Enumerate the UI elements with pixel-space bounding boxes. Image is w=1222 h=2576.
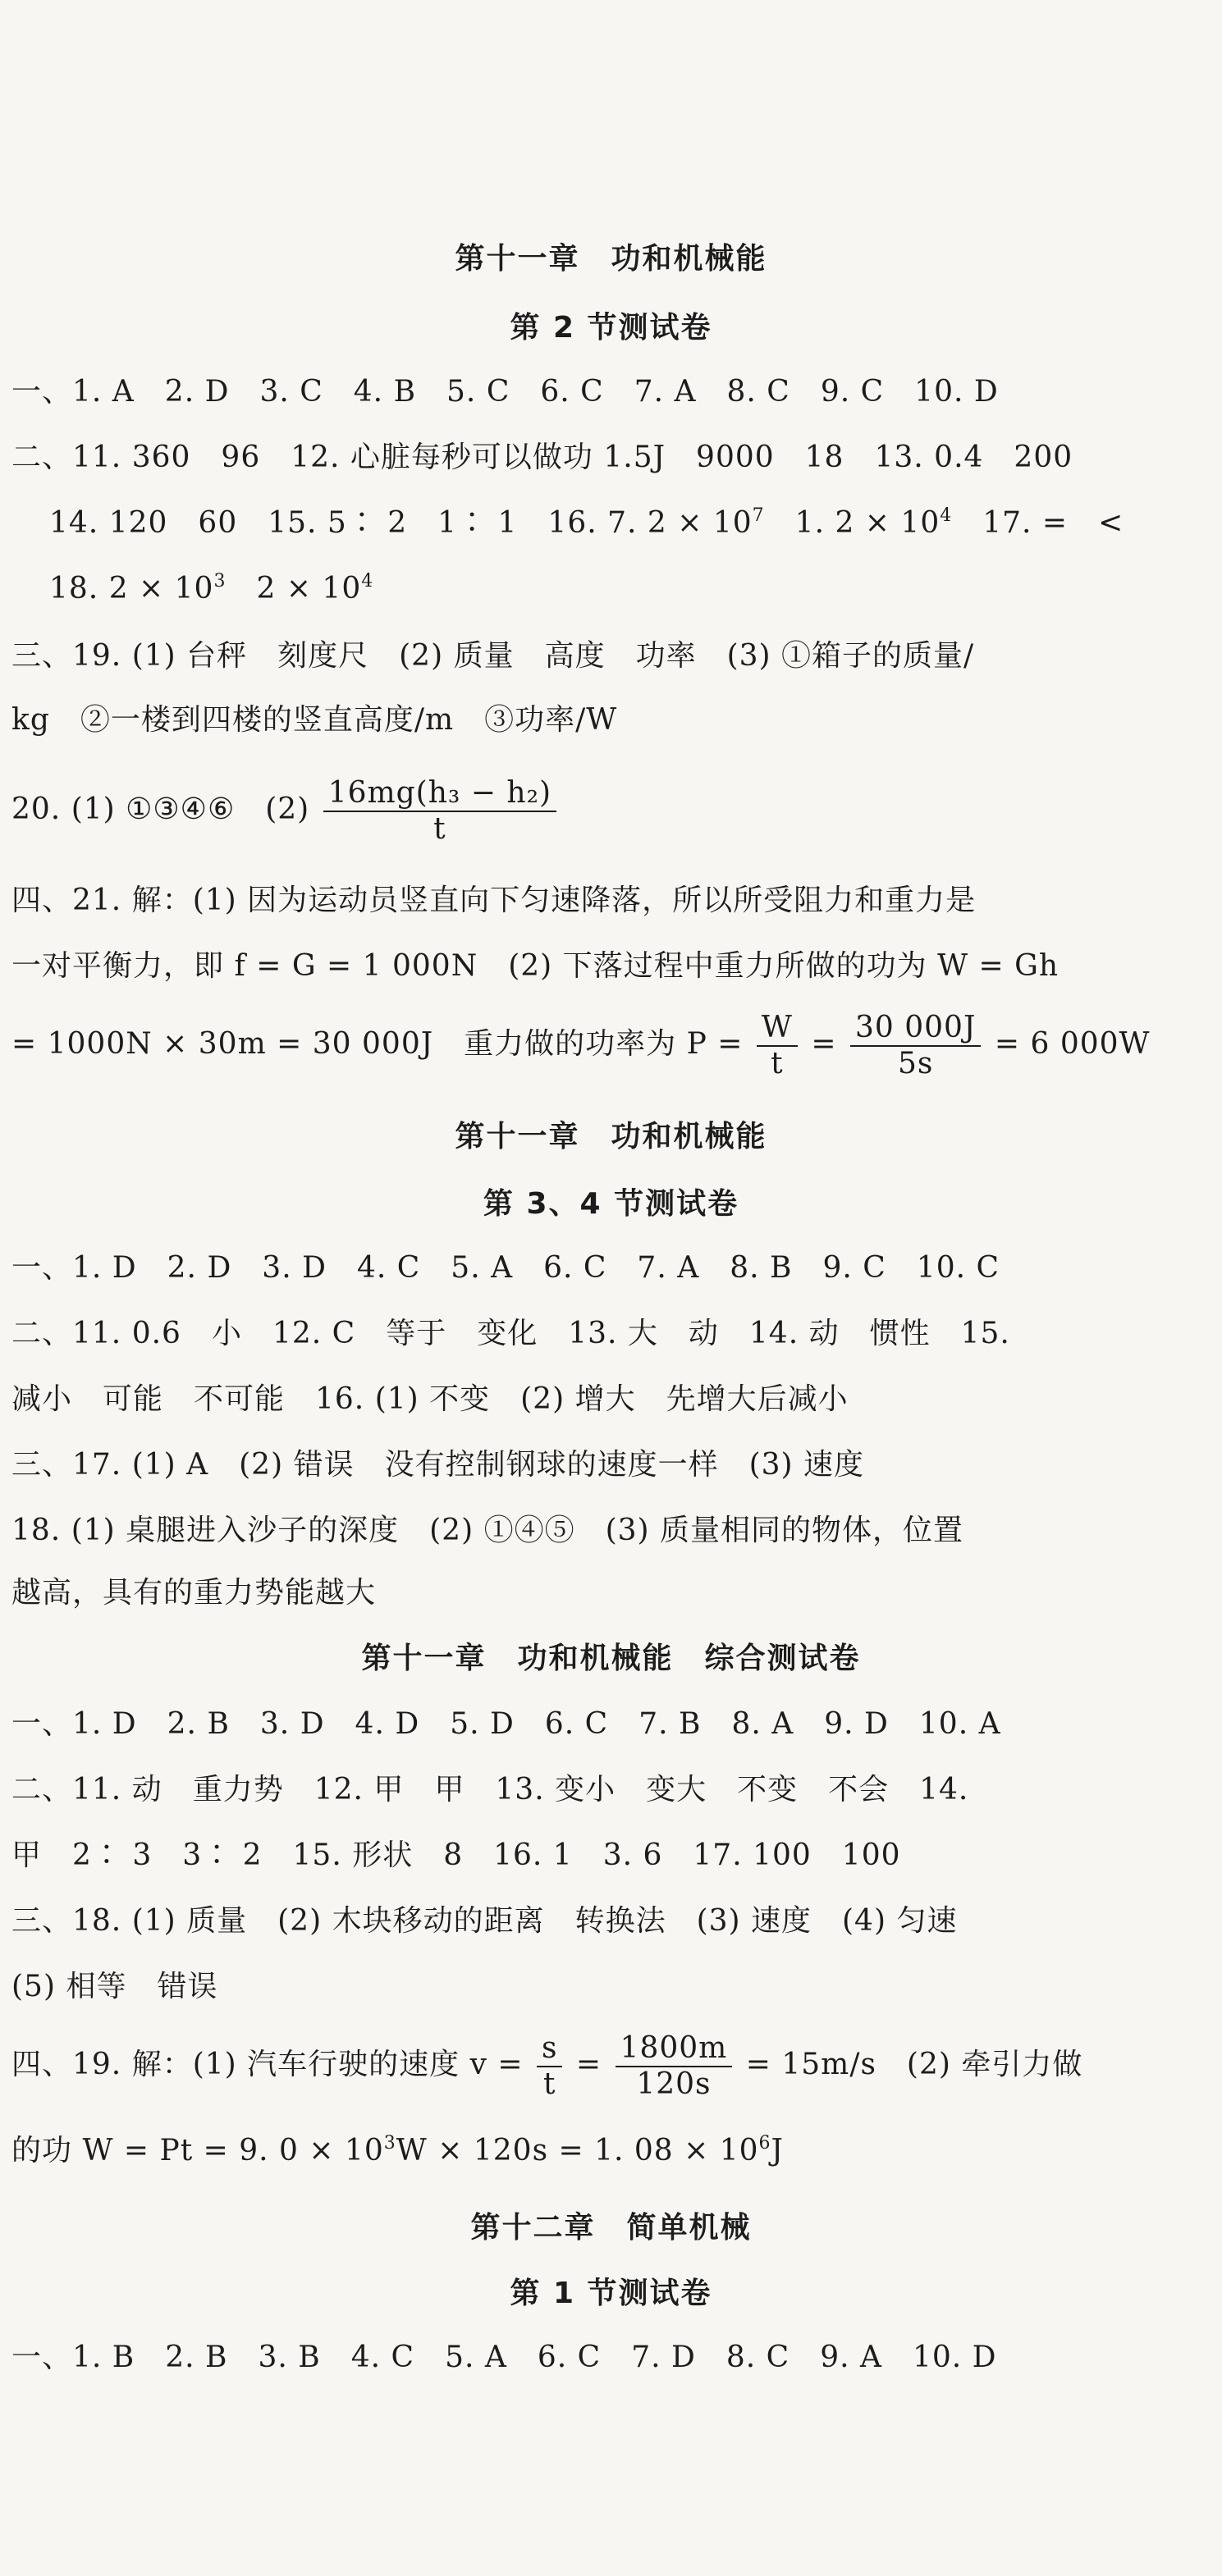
fraction [850, 1011, 981, 1081]
answer-line: kg ②一楼到四楼的竖直高度/m ③功率/W [11, 703, 618, 737]
answer-line: (5) 相等 错误 [11, 1970, 218, 2003]
answer-line: 三、18. (1) 质量 (2) 木块移动的距离 转换法 (3) 速度 (4) 匀速 [11, 1904, 958, 1938]
denominator: 120s [636, 2067, 712, 2101]
numerator: 1800m [616, 2031, 733, 2067]
chapter-heading: 第十一章 功和机械能 综合测试卷 [361, 1642, 861, 1675]
numerator: W [757, 1011, 798, 1047]
text-run: 17. = < [952, 506, 1124, 540]
section-title: 第 1 节测试卷 [510, 2277, 712, 2310]
exponent: 6 [758, 2133, 771, 2154]
denominator: t [433, 812, 446, 846]
answer-line: 甲 2∶ 3 3∶ 2 15. 形状 8 16. 1 3. 6 17. 100 100 [11, 1838, 901, 1872]
numerator: s [537, 2031, 562, 2067]
numerator: 30 000J [850, 1011, 981, 1047]
chapter-heading: 第十一章 功和机械能 [455, 1120, 767, 1153]
text-run: = 1000N × 30m = 30 000J 重力做的功率为 P = [11, 1027, 744, 1061]
text-run: J [771, 2134, 784, 2167]
fraction [537, 2031, 562, 2102]
answer-line: 18. (1) 桌腿进入沙子的深度 (2) ①④⑤ (3) 质量相同的物体，位置 [11, 1514, 964, 1547]
answer-line [49, 568, 1206, 610]
denominator: t [542, 2067, 556, 2101]
text-run: 14. 120 60 15. 5∶ 2 1∶ 1 16. 7. 2 × 10 [49, 506, 753, 540]
fraction [323, 776, 556, 847]
text-run: W × 120s = 1. 08 × 10 [396, 2134, 759, 2167]
answer-line: 二、11. 动 重力势 12. 甲 甲 13. 变小 变大 不变 不会 14. [11, 1773, 969, 1806]
answer-line: 四、21. 解：(1) 因为运动员竖直向下匀速降落，所以所受阻力和重力是 [11, 884, 977, 917]
exponent: 7 [752, 505, 765, 526]
text-run: 的功 W = Pt = 9. 0 × 10 [11, 2134, 384, 2167]
denominator: t [771, 1047, 784, 1080]
answer-line [11, 2028, 1206, 2102]
chapter-heading: 第十二章 简单机械 [470, 2211, 752, 2245]
fraction [757, 1011, 798, 1081]
section-title: 第 3、4 节测试卷 [483, 1187, 739, 1221]
answer-line: 三、17. (1) A (2) 错误 没有控制钢球的速度一样 (3) 速度 [11, 1448, 865, 1482]
chapter-heading: 第十一章 功和机械能 [455, 242, 767, 276]
text-run: = [811, 1027, 837, 1061]
text-run: 2 × 10 [226, 572, 362, 605]
answer-line: 三、19. (1) 台秤 刻度尺 (2) 质量 高度 功率 (3) ①箱子的质量/ [11, 639, 975, 673]
exponent: 3 [383, 2133, 396, 2154]
answer-line: 一、1. D 2. D 3. D 4. C 5. A 6. C 7. A 8. B 9. C 10. C [11, 1251, 1000, 1285]
exponent: 4 [361, 571, 374, 591]
text-run: 18. 2 × 10 [49, 572, 214, 605]
answer-line [11, 773, 1206, 847]
exponent: 4 [940, 505, 953, 526]
text-run: 1. 2 × 10 [764, 506, 941, 540]
answer-line: 一对平衡力，即 f = G = 1 000N (2) 下落过程中重力所做的功为 W = Gh [11, 949, 1060, 983]
denominator: 5s [898, 1047, 934, 1080]
answer-line: 越高，具有的重力势能越大 [11, 1576, 377, 1610]
answer-line: 一、1. A 2. D 3. C 4. B 5. C 6. C 7. A 8. C 9. C 10. D [11, 375, 999, 409]
numerator: 16mg(h₃ − h₂) [323, 776, 556, 812]
fraction [616, 2031, 733, 2102]
answer-line [11, 1007, 1206, 1081]
text-run: = 15m/s (2) 牵引力做 [745, 2048, 1083, 2081]
text-run: = 6 000W [994, 1027, 1151, 1061]
text-run: 四、19. 解：(1) 汽车行驶的速度 v = [11, 2048, 524, 2081]
answer-line: 一、1. B 2. B 3. B 4. C 5. A 6. C 7. D 8. C 9. A 10. D [11, 2341, 997, 2374]
text-run: = [575, 2048, 602, 2081]
text-run: 20. (1) ①③④⑥ (2) [11, 792, 310, 826]
answer-line: 一、1. D 2. B 3. D 4. D 5. D 6. C 7. B 8. A 9. D 10. A [11, 1707, 1001, 1741]
section-title: 第 2 节测试卷 [510, 311, 712, 345]
exponent: 3 [213, 571, 227, 591]
answer-line [49, 502, 1206, 545]
answer-line: 二、11. 360 96 12. 心脏每秒可以做功 1.5J 9000 18 13. 0.4 200 [11, 441, 1073, 474]
answer-line [11, 2130, 1206, 2172]
answer-line: 减小 可能 不可能 16. (1) 不变 (2) 增大 先增大后减小 [11, 1382, 849, 1416]
answer-line: 二、11. 0.6 小 12. C 等于 变化 13. 大 动 14. 动 惯性 15. [11, 1317, 1010, 1350]
